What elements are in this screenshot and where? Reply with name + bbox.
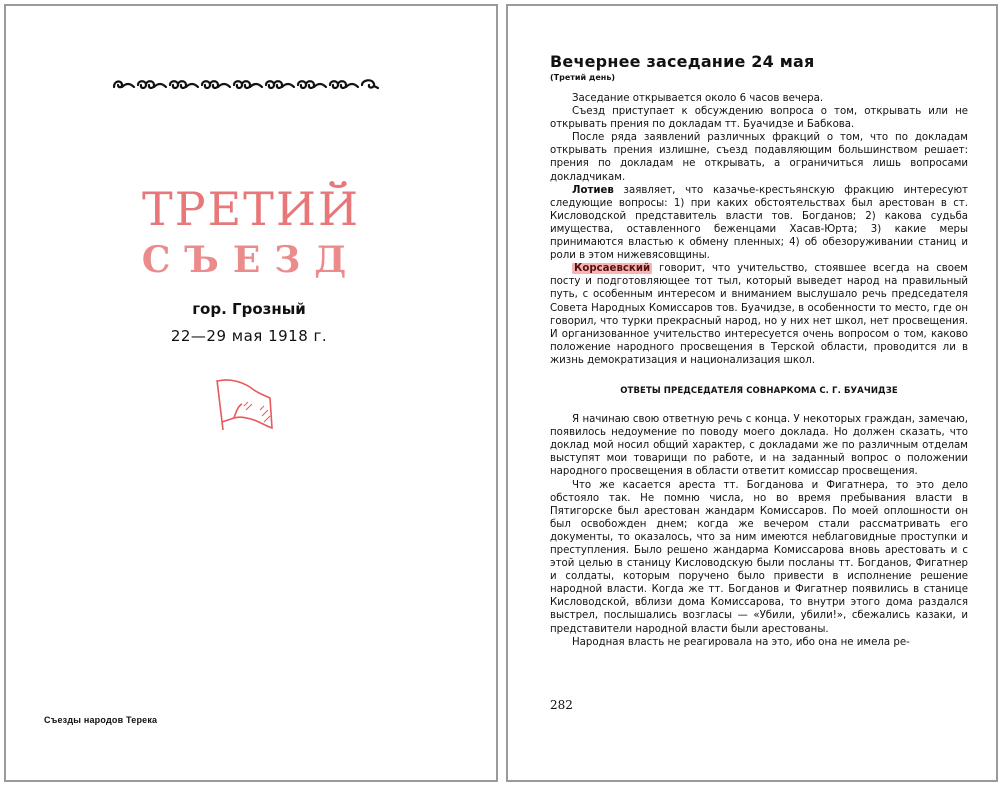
paragraph-korsaevsky (550, 262, 968, 367)
page-content (550, 52, 968, 649)
left-page (4, 4, 498, 782)
section-title: ОТВЕТЫ ПРЕДСЕДАТЕЛЯ СОВНАРКОМА С. Г. БУАЧИДЗЕ (620, 385, 898, 396)
paragraph-text: говорит, что учительство, стоявшее всегда на своем посту и подготовляющее тот тыл, который выведет народ на правильный путь, с особенным интересом и вниманием выслушало речь председателя Совета Народных Комиссаров тов. Буачидзе, в особенности то место, где он говорил, что турки прекрасный народ, но у них нет школ, нет просвещения. И организованное учительство интересуется очень вопросом о том, каково положение народного просвещения в Терской области, проводится ли в жизнь демократизация и национализация школ. (550, 263, 968, 366)
scroll-ornament-icon (110, 74, 382, 94)
highlighted-speaker-name[interactable]: Корсаевский (574, 263, 651, 275)
paragraph: Что же касается ареста тт. Богданова и Фигатнера, то это дело обстояло так. Не помню числа, но во время пребывания власти в Пятигорске был арестован жандарм Комиссаров. По моей оплошности он был освобожден днем; когда же вечером стали рассматривать его документы, то оказалось, что за ним имеются неблаговидные проступки и преступления. Было решено жандарма Комиссарова вновь арестовать и с этой целью в станицу Кисловодскую были посланы тт. Богданов, Фигатнер и солдаты, которым поручено было привести в исполнение решение народной власти. Когда же тт. Богданов и Фигатнер появились в станице Кисловодской, вблизи дома Комиссарова, то внутри этого дома раздался выстрел, послышались возгласы — «Убили, убили!», сбежались казаки, и представители народной власти были арестованы. (550, 479, 968, 635)
city-label: гор. Грозный (192, 300, 306, 318)
series-title: Съезды народов Терека (44, 715, 158, 725)
page-number: 282 (550, 698, 573, 712)
book-title-line1: ТРЕТИЙ (141, 182, 361, 236)
right-page (506, 4, 998, 782)
session-body (550, 92, 968, 649)
session-heading: Вечернее заседание 24 мая (550, 52, 815, 71)
speaker-name: Лотиев (572, 184, 614, 196)
paragraph: Я начинаю свою ответную речь с конца. У некоторых граждан, замечаю, появилось недоумение по поводу моего доклада. Но должен сказать, что доклад мой носил общий характер, с докладами же по различным отделам выступят мои товарищи по работе, и на заданный вопрос о положении народного просвещения в области ответит комиссар просвещения. (550, 414, 968, 478)
paragraph: После ряда заявлений различных фракций о том, что по докладам открывать прения излишне, съезд подавляющим большинством решает: прения по докладам не открывать, а ограничиться лишь вопросами докладчикам. (550, 132, 968, 183)
paragraph: Заседание открывается около 6 часов вечера. (572, 93, 824, 104)
red-flag-icon (214, 376, 276, 436)
paragraph-lotiev (550, 184, 968, 263)
paragraph: Съезд приступает к обсуждению вопроса о том, открывать или не открывать прения по докладам тт. Буачидзе и Бабкова. (550, 106, 968, 131)
paragraph: Народная власть не реагировала на это, ибо она не имела ре- (572, 636, 910, 648)
dates-label: 22—29 мая 1918 г. (170, 327, 328, 345)
paragraph-text: заявляет, что казачье-крестьянскую фракцию интересуют следующие вопросы: 1) при каких обстоятельствах был арестован в ст. Кисловодской представитель власти тов. Богданов; 2) какова судьба имущества, оставленного беженцами Хасав-Юрта; 3) какие меры принимаются властью к обмену пленных; 4) об обезоруживании станиц и роли в этом нижевясовщины. (550, 184, 968, 262)
session-subheading: (Третий день) (550, 73, 616, 82)
book-title-line2: СЪЕЗД (141, 239, 361, 281)
